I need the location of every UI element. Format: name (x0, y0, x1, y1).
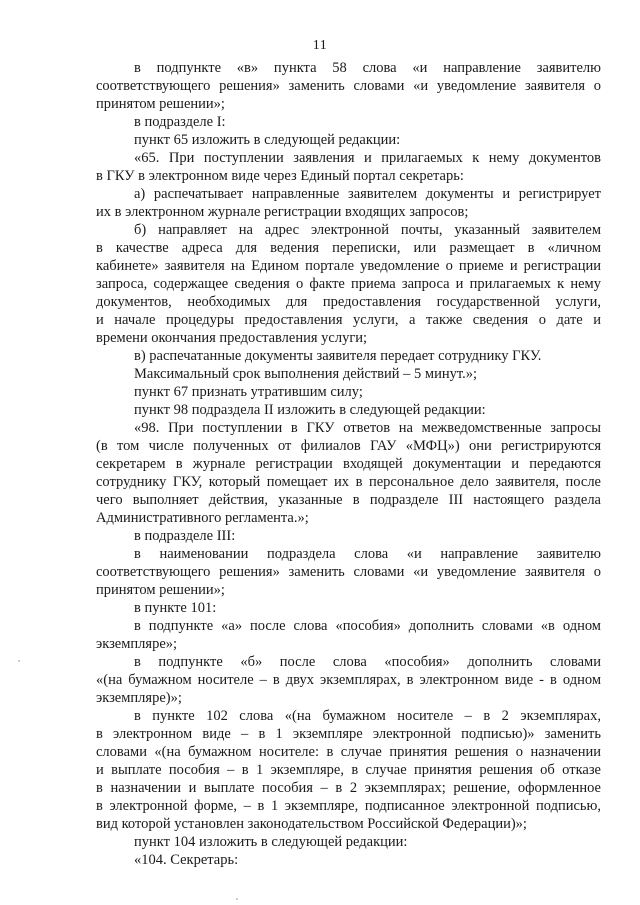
text-line: в пункте 102 слова «(на бумажном носителе – в 2 экземплярах, (134, 708, 601, 724)
text-line: «(на бумажном носителе – в двух экземплярах, в электронном виде - в одном (96, 672, 601, 688)
text-line: «65. При поступлении заявления и прилагаемых к нему документов (134, 150, 601, 166)
text-line: принятом решении»; (96, 582, 225, 598)
text-line: в) распечатанные документы заявителя передает сотруднику ГКУ. (134, 348, 542, 364)
page-number: 11 (312, 38, 328, 53)
text-line: в подразделе I: (134, 114, 226, 130)
text-line: пункт 98 подраздела II изложить в следующей редакции: (134, 402, 486, 418)
text-line: в подпункте «а» после слова «пособия» дополнить словами «в одном (134, 618, 601, 634)
scan-speck (236, 898, 238, 900)
text-line: в электронной форме, – в 1 экземпляре, подписанное электронной подписью, (96, 798, 601, 814)
text-line: принятом решении»; (96, 96, 225, 112)
text-line: в качестве адреса для ведения переписки, или размещает в «личном (96, 240, 601, 256)
text-line: в электронном виде – в 1 экземпляре электронной подписью)» заменить (96, 726, 601, 742)
text-line: «98. При поступлении в ГКУ ответов на межведомственные запросы (134, 420, 601, 436)
text-line: запроса, содержащее сведения о факте приема запроса и прилагаемых к нему (96, 276, 601, 292)
text-line: в ГКУ в электронном виде через Единый портал секретарь: (96, 168, 464, 184)
text-line: пункт 104 изложить в следующей редакции: (134, 834, 408, 850)
text-line: экземпляре)»; (96, 690, 182, 706)
text-line: секретарем в журнале регистрации входящей документации и передаются (96, 456, 601, 472)
text-line: и начале процедуры предоставления услуги, а также сведения о дате и (96, 312, 601, 328)
text-line: чего выполняет действия, указанные в подразделе III настоящего раздела (96, 492, 601, 508)
text-line: их в электронном журнале регистрации входящих запросов; (96, 204, 469, 220)
text-line: словами «(на бумажном носителе: в случае принятия решения о назначении (96, 744, 601, 760)
text-line: (в том числе полученных от филиалов ГАУ «МФЦ») они регистрируются (96, 438, 601, 454)
document-body (96, 59, 601, 869)
text-line: документов, необходимых для предоставления государственной услуги, (96, 294, 601, 310)
text-line: в назначении и выплате пособия – в 2 экземплярах; решение, оформленное (96, 780, 601, 796)
text-line: в подразделе III: (134, 528, 236, 544)
scan-speck (18, 660, 20, 662)
text-line: б) направляет на адрес электронной почты, указанный заявителем (134, 222, 601, 238)
text-line: Максимальный срок выполнения действий – 5 минут.»; (134, 366, 478, 382)
text-line: в подпункте «б» после слова «пособия» дополнить словами (134, 654, 601, 670)
text-line: в наименовании подраздела слова «и направление заявителю (134, 546, 601, 562)
text-line: в пункте 101: (134, 600, 217, 616)
text-line: соответствующего решения» заменить словами «и уведомление заявителя о (96, 564, 601, 580)
text-line: вид которой установлен законодательством Российской Федерации)»; (96, 816, 527, 832)
text-line: экземпляре»; (96, 636, 178, 652)
text-line: Административного регламента.»; (96, 510, 309, 526)
text-line: соответствующего решения» заменить словами «и уведомление заявителя о (96, 78, 601, 94)
text-line: а) распечатывает направленные заявителем документы и регистрирует (134, 186, 601, 202)
text-line: в подпункте «в» пункта 58 слова «и направление заявителю (134, 60, 601, 76)
text-line: пункт 65 изложить в следующей редакции: (134, 132, 401, 148)
text-line: кабинете» заявителя на Едином портале уведомление о приеме и регистрации (96, 258, 601, 274)
text-line: времени окончания предоставления услуги; (96, 330, 368, 346)
text-line: «104. Секретарь: (134, 852, 239, 868)
text-line: пункт 67 признать утратившим силу; (134, 384, 363, 400)
text-line: сотруднику ГКУ, который помещает их в персональное дело заявителя, после (96, 474, 601, 490)
text-line: и выплате пособия – в 1 экземпляре, в случае принятия решения об отказе (96, 762, 601, 778)
